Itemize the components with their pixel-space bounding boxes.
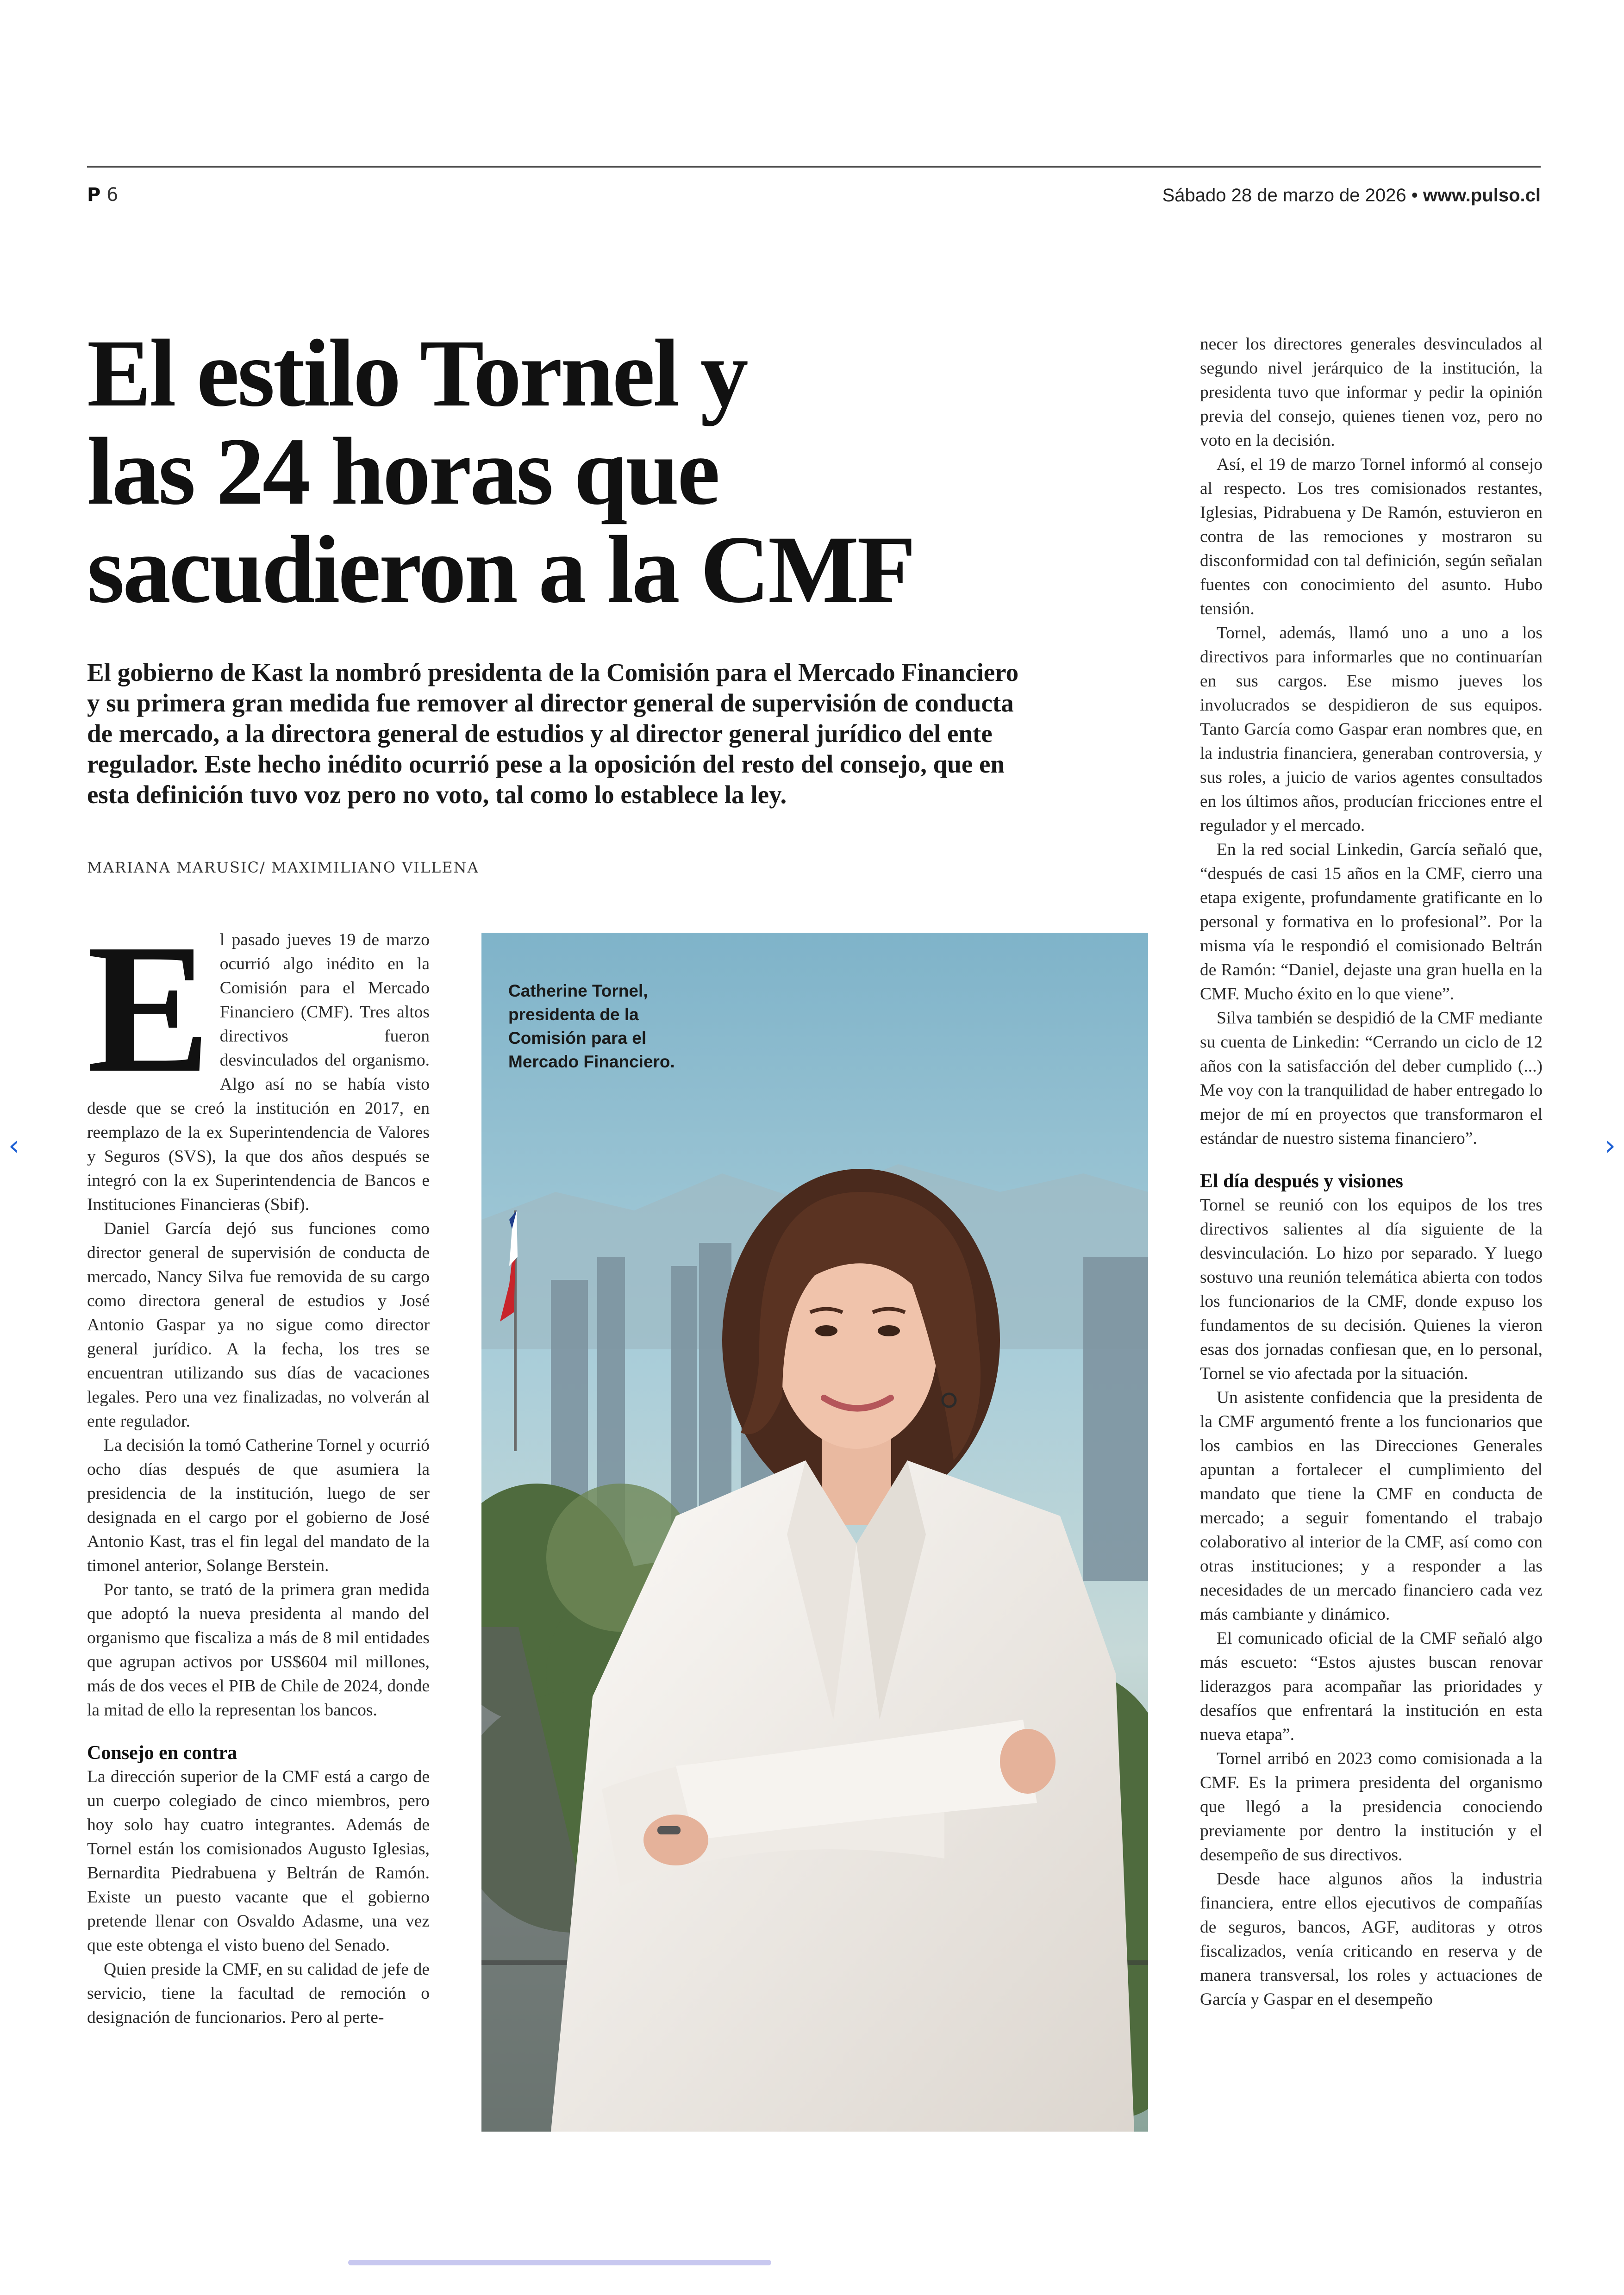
paragraph: Un asistente confidencia que la presidenta de la CMF argumentó frente a los funcionarios que los cambios en las Direcciones Generales apuntan a fortalecer el cumplimiento del mandato que tiene la CMF en conducta de mercado; a seguir fomentando el trabajo colaborativo al interior de la CMF, así como con otras instituciones; y a responder a las necesidades de un mercado financiero cada vez más cambiante y dinámico.	[1200, 1388, 1543, 1624]
portrait-illustration	[481, 933, 1148, 2132]
deck: El gobierno de Kast la nombró presidenta de la Comisión para el Mercado Financiero y su primera gran medida fue remover al director general de supervisión de conducta de mercado, a la directora general de estudios y al director general jurídico del ente regulador. Este hecho inédito ocurrió pese a la oposición del resto del consejo, que en esta definición tuvo voz pero no voto, tal como lo establece la ley.	[87, 658, 1019, 809]
headline	[87, 320, 1152, 623]
issue-date: Sábado 28 de marzo de 2026 •	[1162, 185, 1418, 206]
chevron-right-icon[interactable]: ›	[1605, 1129, 1616, 1162]
paragraph: Tornel arribó en 2023 como comisionada a la CMF. Es la primera presidenta del organismo que llegó a la presidencia conociendo previamente por dentro la institución y el desempeño de sus directivos.	[1200, 1749, 1543, 1865]
page-letter: P	[87, 184, 101, 206]
dateline	[1162, 185, 1541, 206]
paragraph: Tornel, además, llamó uno a uno a los directivos para informarles que no continuarían en sus cargos. Ese mismo jueves los involucrados se despidieron de sus equipos. Tanto García como Gaspar eran nombres que, en la industria financiera, generaban controversia, y sus roles, a juicio de varios agentes consultados en los últimos años, producían fricciones entre el regulador y el mercado.	[1200, 624, 1543, 835]
photo-caption: Catherine Tornel, presidenta de la Comisión para el Mercado Financiero.	[508, 981, 675, 1071]
byline: MARIANA MARUSIC/ MAXIMILIANO VILLENA	[87, 859, 479, 876]
paragraph: La dirección superior de la CMF está a cargo de un cuerpo colegiado de cinco miembros, pero hoy solo hay cuatro integrantes. Además de Tornel están los comisionados Augusto Iglesias, Bernardita Piedrabuena y Beltrán de Ramón. Existe un puesto vacante que el gobierno pretende llenar con Osvaldo Adasme, una vez que este obtenga el visto bueno del Senado.	[87, 1767, 430, 1955]
page-number	[87, 184, 119, 206]
paragraph: Por tanto, se trató de la primera gran medida que adoptó la nueva presidenta al mando del organismo que fiscaliza a más de 8 mil entidades que agrupan activos por US$604 mil millones, más de dos veces el PIB de Chile de 2024, donde la mitad de ello la representan los bancos.	[87, 1580, 430, 1720]
page-number-value: 6	[106, 184, 119, 206]
paragraph: Así, el 19 de marzo Tornel informó al consejo al respecto. Los tres comisionados restantes, Iglesias, Pidrabuena y De Ramón, estuvieron en contra de las remociones y mostraron su disconformidad con tal definición, según señalan fuentes con conocimiento del asunto. Hubo tensión.	[1200, 455, 1543, 618]
horizontal-scrollbar[interactable]	[348, 2260, 771, 2265]
paragraph: Quien preside la CMF, en su calidad de jefe de servicio, tiene la facultad de remoción o designación de funcionarios. Pero al perte-	[87, 1960, 430, 2027]
headline-line: El estilo Tornel y	[87, 320, 747, 426]
header-rule	[87, 166, 1541, 168]
paragraph: necer los directores generales desvinculados al segundo nivel jerárquico de la institución, la presidenta tuvo que informar y pedir la opinión previa del consejo, quienes tienen voz, pero no voto en la decisión.	[1200, 335, 1543, 450]
chevron-left-icon[interactable]: ‹	[8, 1129, 19, 1162]
article-column-1	[87, 906, 430, 2030]
paragraph: Silva también se despidió de la CMF mediante su cuenta de Linkedin: “Cerrando un ciclo de 12 años con la satisfacción del deber cumplido (...) Me voy con la tranquilidad de haber entregado lo mejor de mí en proyectos que transformaron el estándar de nuestro sistema financiero”.	[1200, 1009, 1543, 1148]
site-link[interactable]: www.pulso.cl	[1423, 185, 1541, 206]
paragraph: Desde hace algunos años la industria financiera, entre ellos ejecutivos de compañías de seguros, bancos, AGF, auditoras y otros fiscalizados, venía criticando en reserva y de manera transversal, los roles y actuaciones de García y Gaspar en el desempeño	[1200, 1870, 1543, 2009]
portrait-photo	[481, 933, 1148, 2132]
paragraph: Daniel García dejó sus funciones como director general de supervisión de conducta de mercado, Nancy Silva fue removida de su cargo como directora general de estudios y José Antonio Gaspar ya no sigue como director general jurídico. A la fecha, los tres se encuentran utilizando sus días de vacaciones legales. Pero una vez finalizadas, no volverán al ente regulador.	[87, 1219, 430, 1431]
paragraph: En la red social Linkedin, García señaló que, “después de casi 15 años en la CMF, cierro una etapa exigente, profundamente gratificante en lo personal y formativa en lo profesional”. Por la misma vía le respondió el comisionado Beltrán de Ramón: “Daniel, dejaste una gran huella en la CMF. Mucho éxito en lo que viene”.	[1200, 840, 1543, 1004]
headline-line: sacudieron a la CMF	[87, 516, 914, 623]
paragraph: La decisión la tomó Catherine Tornel y ocurrió ocho días después de que asumiera la presidencia de la institución, luego de ser designada en el cargo por el gobierno de José Antonio Kast, tras el fin legal del mandato de la timonel anterior, Solange Berstein.	[87, 1436, 430, 1575]
subhead: El día después y visiones	[1200, 1171, 1403, 1192]
paragraph: l pasado jueves 19 de marzo ocurrió algo inédito en la Comisión para el Mercado Financiero (CMF). Tres altos directivos fueron desvinculados del organismo. Algo así no se había visto desde que se creó la institución en 2017, en reemplazo de la ex Superintendencia de Valores y Seguros (SVS), la que dos años después se integró con la ex Superintendencia de Bancos e Instituciones Financieras (Sbif).	[87, 930, 430, 1214]
paragraph: El comunicado oficial de la CMF señaló algo más escueto: “Estos ajustes buscan renovar liderazgos para acompañar las prioridades y desafíos que enfrentará la institución en esta nueva etapa”.	[1200, 1629, 1543, 1744]
article-column-3	[1200, 332, 1543, 2012]
subhead: Consejo en contra	[87, 1742, 237, 1764]
drop-cap: E	[87, 906, 211, 1111]
headline-line: las 24 horas que	[87, 418, 718, 524]
paragraph: Tornel se reunió con los equipos de los tres directivos salientes al día siguiente de la desvinculación. Lo hizo por separado. Y luego sostuvo una reunión telemática abierta con todos los funcionarios de la CMF, donde expuso los fundamentos de su decisión. Quienes la vieron esas dos jornadas confiesan que, en lo personal, Tornel se vio afectada por la situación.	[1200, 1196, 1543, 1383]
